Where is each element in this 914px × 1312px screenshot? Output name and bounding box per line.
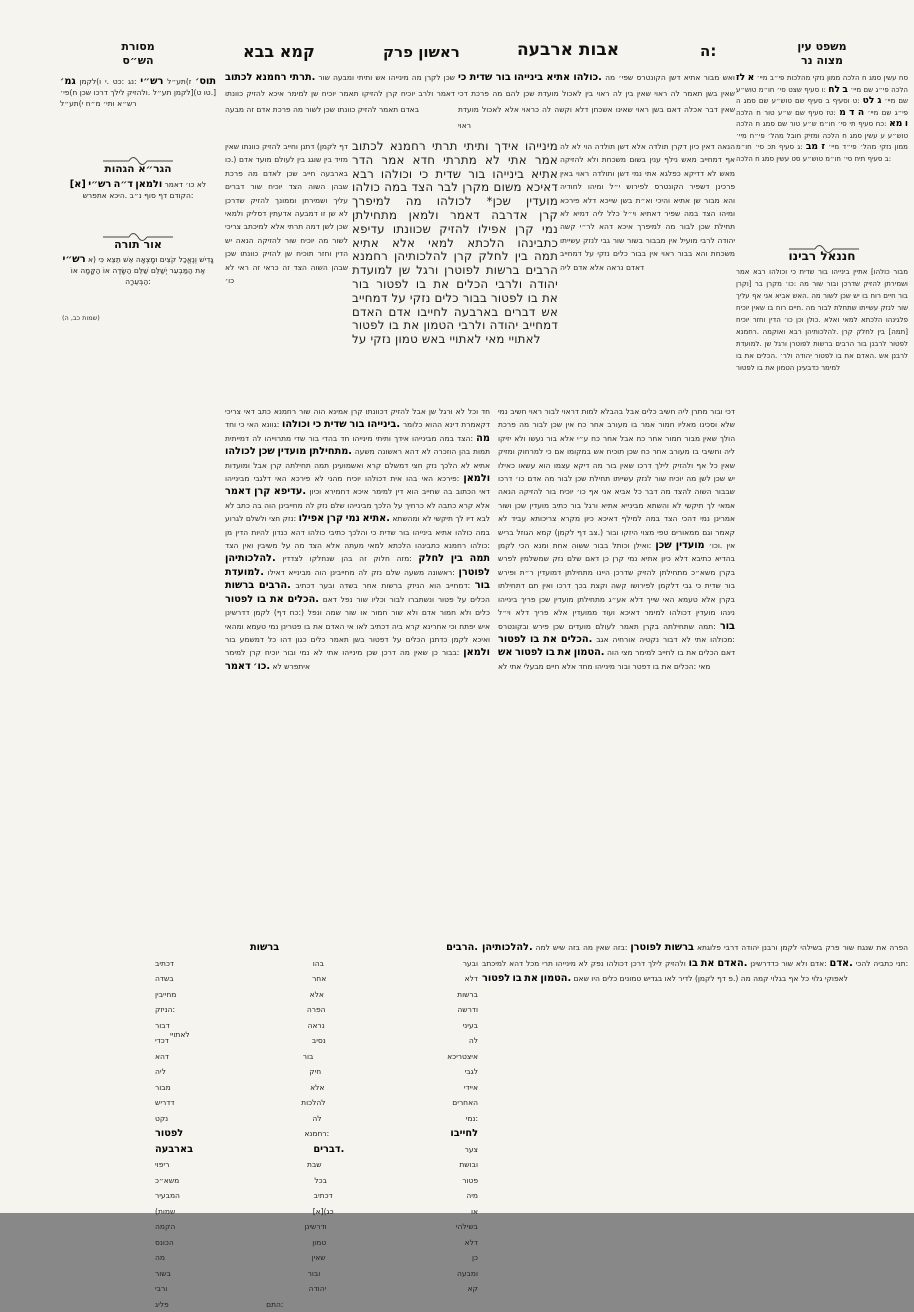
hagahot-hagra-title: הגהות הגר״א [104,163,172,175]
torah-or-source: (שמות כב, ה) [62,314,100,322]
ein-mishpat-title [736,40,908,68]
hagahot-hagra-text: [א] רש״י ד״ה ולמאן דאמר כו׳ לא אתפרש היכא. נ״ב סוף דף הקודם: [69,179,207,200]
tosafot-narrow-column: לה לא הוי תולדה דשן אלא תולדה דקרן כיון דאין הנאה להזיקה ולא משכחת בשום ענין נילף מאש דמחייב אף באין ראוי ותולדה דשן נמי אתי כפלגא דדיקא לא מאש לחודיה ומיהו י״ל לפירוש הקונטרס דשפיר פרכינן פירכא דלא שייכא בשן וא״ת והיכי אתיא שן מבור והא לא דמיא ליה כלל וי״ל דאתיא שפיר במה הצד ומיהו קשה לר״י דהא איכא למיפרך מה לבור שכן תחילת עשייתו לנזק גבי שור בשור מבבור אין מועיל לרבי יהודה דמחייב על נזקי כלים בבור אין ראוי בבור והא משכחת ליה אדם אלא נראה דאדם [560,142,736,272]
masoret-refs: גמ׳ ו)לקמן י. כט: נג: רש״י ז)תע״ל תוס׳ ח)פי׳ שכן דרכו לילך ולהזיק. תע״ל ט)[לקמן טו.] י)תע״ל מ״ח ותי׳ רש״א [60,76,217,108]
bottom-right-block: להלכותיהן. למה שיש בזה מה שאין בזה: לפוטרן ברשות פלוגתא דרבי יהודה ורבנן לקמן בשילהי פרק שור שנגח את הפרה למיכתב דהא מכל תרי מינייהו לא נפק דכולהו דרכן לילך ולהזיק בו את האדם. כדדרשינן שור ולא אדם: אדם. להכי כתביה תני: לפטור בו את הטמון. שאם היו כלים טמונים בגדיש לאו לדיר (לקמן דף פ.) מה קמה בגלוי אף כל גלוי לאפוקי [482,942,909,984]
daf-number: ה: [700,42,717,60]
custos-catchword: לאתויי [170,1030,190,1039]
torah-or-text: רש״י א) כִּי תֵצֵא אֵשׁ וּמָצְאָה קֹצִים וְנֶאֱכַל גָּדִישׁ אוֹ הַקָּמָה אוֹ הַשָּׂדֶה שַׁלֵּם יְשַׁלֵּם הַמַּבְעִר אֶת הַבְּעֵרָה: [62,254,214,286]
tosafot-wide-column: נמי חשיב ראוי לבור דראוי למות בהבלא אבל כלים חשיב ליה מתרן ובור דכי פרכת מה לבור שכן אין כח אחר מעורב בו אמר חמור מאליו וסכינו שלא יזיקו ולא נעשו בור אלא ע״י כח אחר אבל כח אחר חמור מבור שאין הולך ומזיק למרחוק כי אם במקומו אש תוכיח שכן כח אחר מעורב בו וחשיבי ליה כאילו עשאו הוא עצמו דיקא מה בור שאין דרכו לילך ולהזיק אף כל שאין דרכו כו׳ אדם מה לבור שכן תחילת עשייתו לנזק שור יוכיח מה לשן שכן יש הנאה להזיקה בור יוכיח כו׳ אף אני אביא כל דבר מה להצד השוה שבבור ושור שכן מועדין כתיב בור ורגל אתיא מבינייא והשתא לא תיקשי לך אמאי לא עביד צריכותא מקרא כיון דאיכא למילף במה הצד דהכי נמי אמרינן בריש הגוזל קמא (לקמן דף צב.) ובור היזקו מצוי טפי ממאורים וגם קאמר לקמן הכי ומנא אחת ששוה בבור וכותל ואילן: שכן מועדין וכו׳. אין לפרש שמשלמין נזק שלם דאם כן קרן נמי אתיא כיון דלא כתיבא בהדיא ופירש ר״ת דמועדין מתחילתן היינו שדרכן להזיק מתחילתן משא״כ בקרן דתחילתו תם ואין דרכו בכך וקצת קשה לפירושו דלקמן גבי כי שדית בור בינייהו פריך שכן מועדין מתחילתן אע״ג דלא שייך האי טעמא אלא בקרן וי״ל דלא פריך אלא ממועדין ועוד דאיכא למימר דכולהו מועדין נינהו ובקונטרס פירש שכן מועדים לעולם תאמר בקרן שתחילתה תמה: בור לפטור בו את הכלים. אגב אורחיה נקטיה דבור לא אתי מכולהו: אש לפטור בו את הטמון. הוה מצי למימר לחייב בו את הכלים דאם לא אתי מבעלי חיים אלא מחד מינייהו ובור דפטר בו את הכלים: מאי [498,407,736,671]
rashi-wide-column: צריכי דאי כתב רחמנא שור הוה אמינא קרן דכוונתו להזיק אבל שן ורגל לא וכל חד וחד כי האי גוונא: וכולהו כי שדית בור בינייהו. כלומר ההוא דינא דקאמרת דמייתית לה מתרוייהו שדי בור בהדי חד מינייהו ותיתי אידך מבינייהו במה הצד: מה לכולהו שכן מועדין מתחילתן. משעה ראשונה דהא לא הוזכרה בהן תמות ומועדות אבל קרן תחילתה תמה ואשמועינן קרא דמשלם חצי נזק הלכך לא אתיא מבינייהו דלגבי האי פירכא לא מהני יוכיח דכולהו אית בהו האי פירכא: ולמאן דאמר קרן עדיפא. וכיון דחמירא איכא למימר דין הוא שחייב בה הכתוב דאי לא כתב בה הוה מחייבינן לה נזק שלם מבינייהו הלכך על כרחיך לא כתבה קרא אלא לגרוע ולשלם חצי נזק: אפילו קרן נמי אתיא. ומהשתא לא תיקשי לך דיו לבא מן הדין להיות כנדון דהא כולהו כתיבי והלכך כי שדית בור בינייהו אתיא כולהו במה הצד ואין משיבין על מה הצד אלא מעתה למאי הלכתא כתבינהו רחמנא כולהו: להלכותיהן. לצדדין שנחלקו בהן זה חלוק מזה: לחלק בין תמה למועדת. דאילו מבינייא הוה מחייבינן לה נזק שלם משעה ראשונה: לפוטרן ברשות הרבים. דכתיב ובער בשדה אחר ברשות הניזק הוא דמחייב: בור לפטור בו את הכלים. דאם נפל שור וכליו לבור ונשתברו פטור על הכלים דדרשינן לקמן (דף כח:) ונפל שמה שור או חמור שור ולא אדם חמור ולא כלים ומהאי טעמא נמי פטרינן בו את האדם אי לאו דכתיב ביה קרא אחרינא וכי יפתח איש בור דמשמע כל דהו כגון כלים תאמר בשן דפטור על הכלים כדתנן לקמן ואיכא למימר קרן יוכיח ובור נמי לא אתי מינייהו שכן דרכן מה שאין כן בבור: ולמאן דאמר כו׳. לא איתפרש [225,407,491,672]
masoret-title-line2: הש״ס [122,54,154,67]
ein-mishpat-title-line2: נר מצוה [801,54,843,67]
rashi-top: לכתוב רחמנא תרתי. שור ומבעה ותיתי אש מינייהו מה לקרן שכן כוונתו להזיק איכא למימר שן יוכיח תאמר להזיקו קרן יוכיח ולרב דאמר מבעה זה אדם פרכת מה לשור שכן כוונתו להזיק תאמר באדם [225,72,456,114]
tosafot-top: כי שדית בור בינייהו אתיא כולהו. מה שפי׳ הקונטרס דשן אתיא מבור ואש דכי פרכת מה להם שכן מועדת לאכול בין ראוי לה בין שאין ראוי לה תאמר בשן שאין מועדת לאכול אלא כראוי לה וקשה דלא אשכחן שאינו ראוי בשן דאם אכלה דבר שאין ראוי [458,72,736,130]
ein-mishpat-entries: לז א מיי׳ פי״ב מהלכות נזקי ממון הלכה ח סמג עשין סח טוש״ע חו״מ סי׳ שצט סעיף ו: לח ב מיי׳ שם פי״ג הלכה ה סמג שם טוש״ע שם סעיף ב וסעיף ט: לט ג מיי׳ שם הלכה ח טור ש״ע שם סעיף טז: מ ד ה מיי׳ שם פי״ג הלכה ח סמג שם טור ש״ע חו״מ סי׳ תי סעיף כח: מא ו מיי׳ פי״ח מהל׳ חובל ומזיק הלכה ח סמג עשין ע טוש״ע חו״מ סי׳ תכ סעיף ג: מב ז מיי׳ פי״ד מהל׳ נזקי ממון הלכה ח סמג עשין סט טוש״ע חו״מ סי׳ תיח סעיף ב: [736,73,909,163]
rabbeinu-chananel-title: רבינו חננאל [788,249,856,263]
header-masechet: בבא קמא [243,42,315,61]
torah-or-title: תורה אור [114,238,162,251]
gemara-text: לכתוב רחמנא תרתי ותיתי אידך מינייהו הדר אמר חדא מתרתי לא אתי אמר רבא וכולהו כי שדית בור בינייהו אתיא כולהו במה הצד לבר מקרן משום דאיכא למיפרך מה לכולהו *שכן מועדין מתחילתן ולמאן דאמר אדרבה קרן עדיפא שכוונתו להזיק אפילו קרן נמי אתיא אלא למאי הלכתא כתבינהו רחמנא להלכותיהן קרן לחלק בין תמה למועדת שן ורגל לפוטרן ברשות הרבים בור לפטור בו את הכלים ולרבי יהודה דמחייב על נזקי כלים בבור לפטור בו את האדם אדם לחייבו בארבעה דברים אש לפטור בו את הטמון ולרבי יהודה דמחייב על נזקי טמון באש לאתויי מאי לאתויי [352,139,559,347]
masoret-hashas-title [60,40,216,68]
bottom-left-block: ברשות הרבים. דכתיב בהו ובער בשדה אחר דלא מחייבין אלא ברשות הניזק: הפרה ודרשה דבור נראה בעיני דכדי נסיב לה דהא בור איצטריכא ליה חיק לגבי מבור אלא איידי דדריש להלכות האחרים נקט לה נמי: לפטור רחמנא: לחייבו בארבעה דברים. צער ריפוי שבת ובושת משא״כ בכל פטור המבעיר דכתיב מיה (שמות כג)[א] או הקמה ודרשינן בשילהי הכונס טמון דלא מה שאין כן בשור ובור ומבעה ורבי יהודה קא פליג התם: [155,942,479,1309]
header-perek-name: ארבעה אבות [517,40,620,60]
header-perek-number: פרק ראשון [383,43,460,61]
rashi-narrow-column: שאין כוונתו להזיק וחייב דתנן (לקמן דף כו.) אדם מועד לעולם בין שוגג בין מזיד פרכת מה לאדם שכן חייב בארבעה דברים שור יוכיח הצד השוה שבהן שדרכן להזיק וממונך ושמירתן עליך ולמאי דסליק אדעתין דמבעה זו שן לא צריכי למיכתב אלא תרתי דמה לשן שכן יש הנאה להזיקה שור יוכיח מה לשור שכן כוונתו להזיק שן תוכיח וחזר הדין לא ראי זה כראי זה הצד השוה שבהן כו׳ [225,142,349,286]
rabbeinu-chananel-text: אמר רבא וכולהו כי שדית בור בינייהו אתיין [כולהו מבור וקרן] בר מקרן כו׳: מה שור ובור שדרכן להזיק ושמירתן עליך אף אני אביא האש. מה לשור שכן יש בו רוח חיים בור יוכיח שאין בו רוח חיים. מה לבור שתחלת עשייתו לנזק שור יוכיח וחזר הדין כו׳ וכן כולן. ואלא למאי הלכתא פלגינהו רחמנא. ואוקמה רבא להלכותיהן. קרן לחלק בין [תמה] למועדת. שן ורגל לפוטרן ברשות הרבים בור לרבנן לפטור בו את הכלים. ולר׳ יהודה לפטור בו את האדם. אש לרבנן לפטור בו את הטמון כדבעינן למימר [736,268,909,372]
masoret-title-line1: מסורת [121,40,155,53]
ein-mishpat-title-line1: עין משפט [797,40,847,53]
